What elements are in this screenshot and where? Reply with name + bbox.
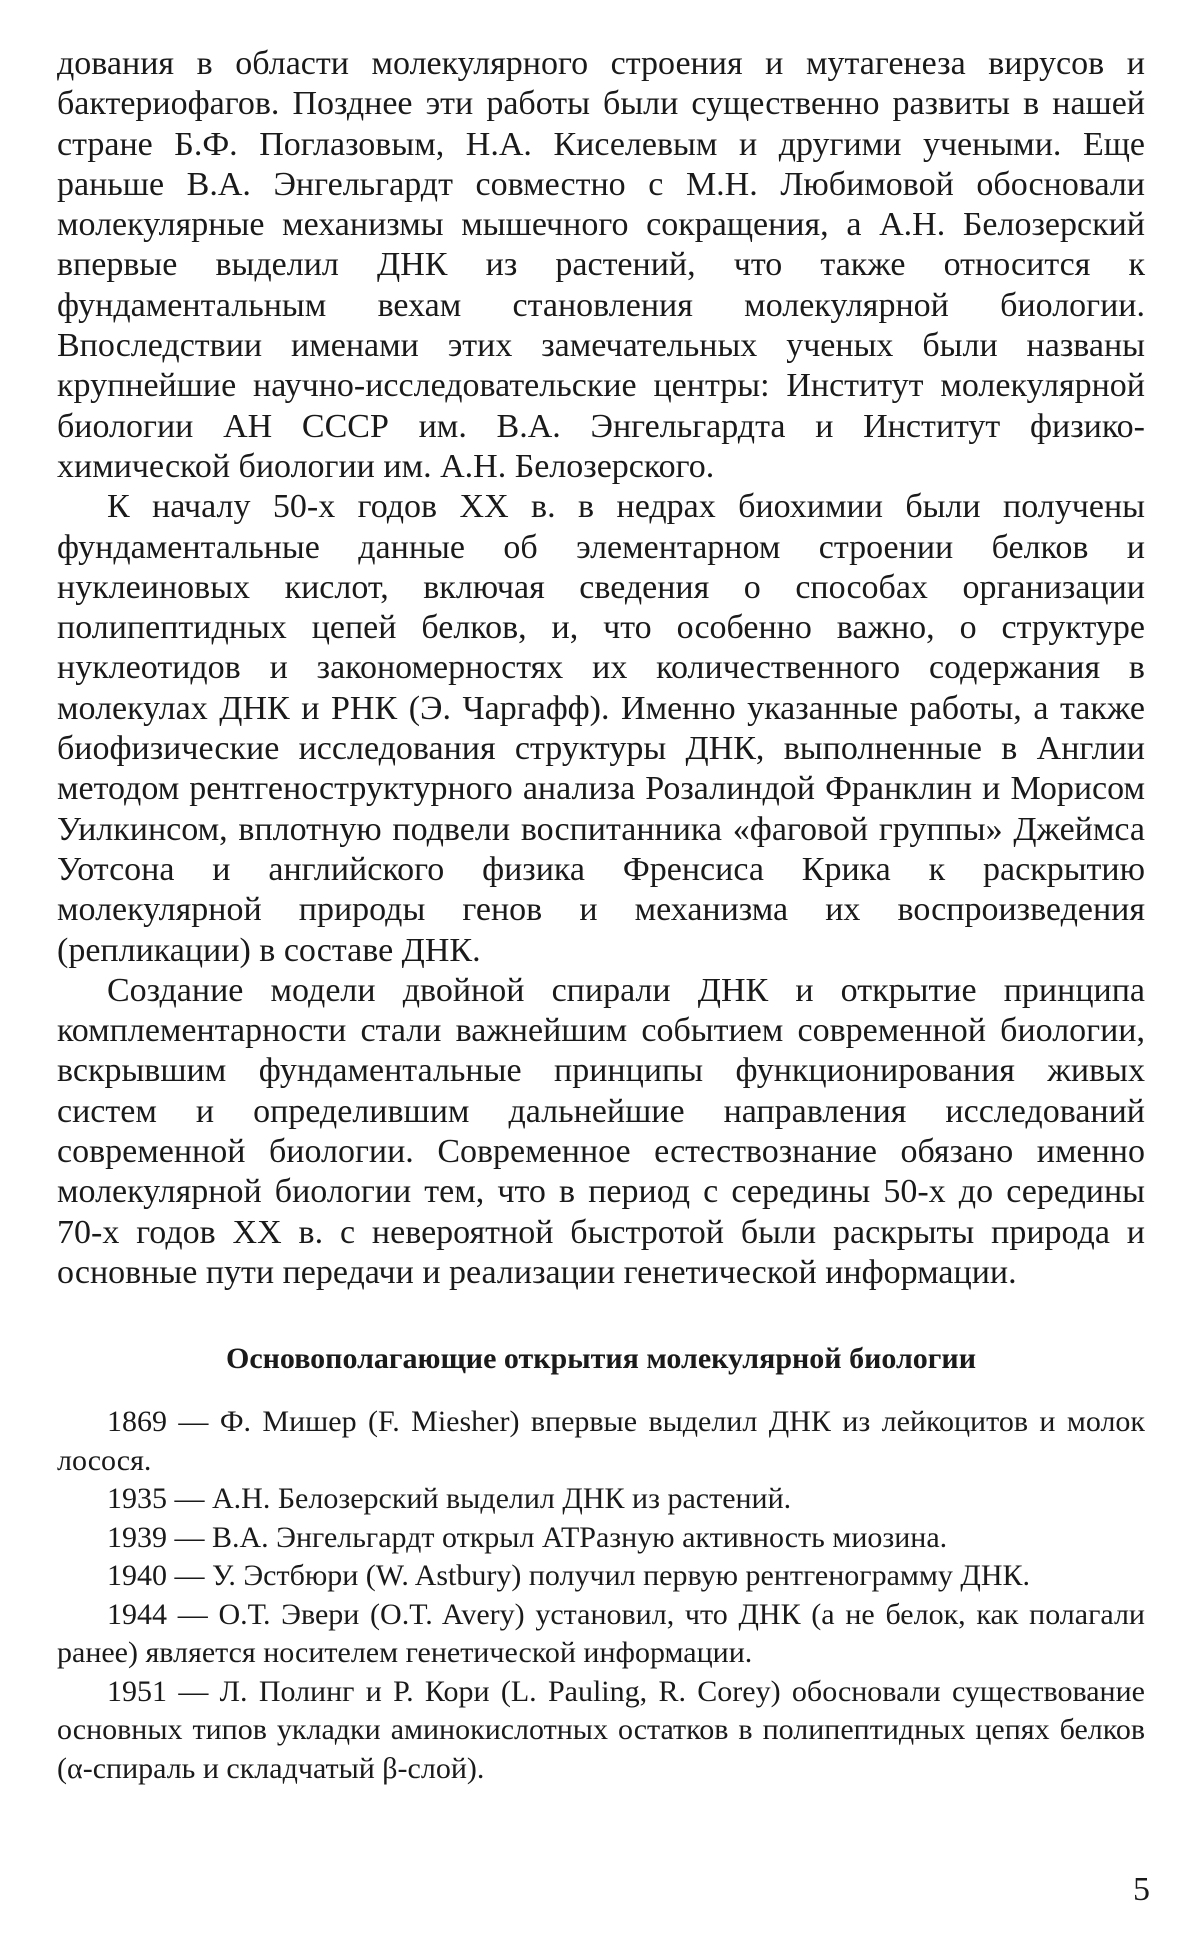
discoveries-timeline [57,1403,1145,1788]
timeline-entry: 1869 — Ф. Мишер (F. Miesher) впервые выделил ДНК из лейкоцитов и молок лосося. [57,1405,1145,1477]
book-page [57,44,1145,1788]
timeline-entry: 1935 — А.Н. Белозерский выделил ДНК из растений. [107,1482,792,1516]
timeline-entry: 1939 — В.А. Энгельгардт открыл АТРазную активность миозина. [107,1520,948,1554]
timeline-entry: 1951 — Л. Полинг и Р. Кори (L. Pauling, R. Corey) обосновали существование основных типов укладки аминокислотных остатков в полипептидных цепях белков (α-спираль и складчатый β-слой). [57,1674,1145,1785]
timeline-entry: 1944 — О.Т. Эвери (O.T. Avery) установил, что ДНК (а не белок, как полагали ранее) является носителем генетической информации. [57,1597,1145,1670]
page-number: 5 [1133,1871,1150,1908]
paragraph-fifties-biochemistry: К началу 50-х годов XX в. в недрах биохимии были получены фундаментальные данные об элементарном строении белков и нуклеиновых кислот, включая сведения о способах организации полипептидных цепей белков, и, что особенно важно, о структуре нуклеотидов и закономерностях их количественного содержания в молекулах ДНК и РНК (Э. Чаргафф). Именно указанные работы, а также биофизические исследования структуры ДНК, выполненные в Англии методом рентгеноструктурного анализа Розалиндой Франклин и Морисом Уилкинсом, вплотную подвели воспитанника «фаговой группы» Джеймса Уотсона и английского физика Френсиса Крика к раскрытию молекулярной природы генов и механизма их воспроизведения (репликации) в составе ДНК. [57,488,1145,969]
paragraph-continuation: дования в области молекулярного строения и мутагенеза вирусов и бактериофагов. Позднее эти работы были существенно развиты в нашей стране Б.Ф. Поглазовым, Н.А. Киселевым и другими учеными. Еще раньше В.А. Энгельгардт совместно с М.Н. Любимовой обосновали молекулярные механизмы мышечного сокращения, а А.Н. Белозерский впервые выделил ДНК из растений, что также относится к фундаментальным вехам становления молекулярной биологии. Впоследствии именами этих замечательных ученых были названы крупнейшие научно-исследовательские центры: Институт молекулярной биологии АН СССР им. В.А. Энгельгардта и Институт физико-химической биологии им. А.Н. Белозерского. [57,45,1145,485]
paragraph-double-helix: Создание модели двойной спирали ДНК и открытие принципа комплементарности стали важнейшим событием современной биологии, вскрывшим фундаментальные принципы функционирования живых систем и определившим дальнейшие направления исследований современной биологии. Современное естествознание обязано именно молекулярной биологии тем, что в период с середины 50-х до середины 70-х годов XX в. с невероятной быстротой были раскрыты природа и основные пути передачи и реализации генетической информации. [57,971,1145,1291]
timeline-entry: 1940 — У. Эстбюри (W. Astbury) получил первую рентгенограмму ДНК. [107,1559,1031,1593]
section-title: Основополагающие открытия молекулярной биологии [226,1342,976,1376]
